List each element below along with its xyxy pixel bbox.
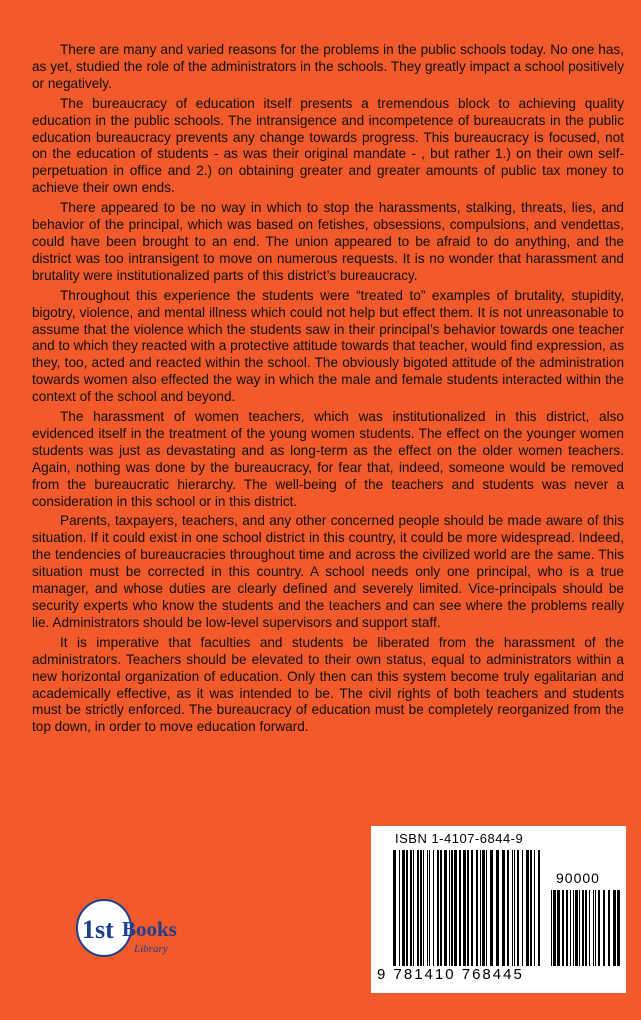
barcode-bar: [538, 850, 540, 966]
publisher-logo-icon: [76, 894, 186, 964]
barcode-bar: [467, 850, 469, 966]
barcode-bar: [444, 850, 447, 966]
barcode-bar: [557, 890, 560, 966]
barcode-bar: [585, 890, 587, 966]
barcode-bar: [451, 850, 453, 966]
barcode-bar: [595, 890, 596, 966]
barcode-bar: [566, 890, 568, 966]
barcode-bar: [598, 890, 600, 966]
barcode-bar: [517, 850, 519, 966]
barcode-bar: [514, 850, 515, 966]
barcode-bar: [423, 850, 424, 966]
barcode-bar: [399, 850, 400, 966]
barcode-bar: [512, 850, 513, 966]
barcode-bar: [593, 890, 594, 966]
publisher-logo: [76, 894, 186, 964]
barcode-bar: [486, 850, 487, 966]
barcode-bar: [570, 890, 571, 966]
barcode-bar: [582, 890, 584, 966]
barcode-bar: [530, 850, 532, 966]
paragraph-6: Parents, taxpayers, teachers, and any other concerned people should be made aware of this situation. If it could exist in one school district in this country, it could be more widespread. Indeed, the tendencies of bureaucracies throughout time and across the civilized world are the same. This situation must be corrected in this country. A school needs only one principal, who is a true manager, and whose duties are clearly defined and severely limited. Vice-principals should be security experts who know the students and the teachers and can see where the problems really lie. Administrators should be low-level supervisors and support staff.: [32, 513, 624, 630]
logo-text-library: Library: [134, 943, 168, 955]
barcode-bar: [589, 890, 590, 966]
barcode-bar: [534, 850, 535, 966]
barcode-bar: [496, 850, 499, 966]
paragraph-1: There are many and varied reasons for the problems in the public schools today. No one has, as yet, studied the role of the administrators in the schools. They greatly impact a school positively or negatively.: [32, 42, 624, 91]
barcode-bar: [575, 890, 578, 966]
barcode-bar: [613, 890, 616, 966]
barcode-bar: [459, 850, 461, 966]
isbn-label: ISBN 1-4107-6844-9: [395, 831, 524, 846]
barcode-bar: [526, 850, 529, 966]
barcode-bar: [440, 850, 442, 966]
barcode-bar: [406, 850, 408, 966]
price-code: 90000: [556, 870, 600, 886]
barcode-bar: [480, 850, 481, 966]
back-cover-text: [32, 42, 624, 739]
paragraph-2: The bureaucracy of education itself presents a tremendous block to achieving quality education in the public schools. The intransigence and incompetence of bureaucrats in the public education bureaucracy prevents any change towards progress. This bureaucracy is focused, not on the education of students - as was their original mandate - , but rather 1.) on their own self-perpetuation in office and 2.) on obtaining greater and greater amounts of public tax money to achieve their own ends.: [32, 95, 624, 196]
paragraph-5: The harassment of women teachers, which was institutionalized in this district, also evidenced itself in the treatment of the young women students. The effect on the younger women students was just as devastating and as long-term as the effect on the older women teachers. Again, nothing was done by the bureaucracy, for fear that, indeed, someone would be removed from the bureaucratic hierarchy. The well-being of the teachers and students was never a consideration in this school or in this district.: [32, 409, 624, 509]
barcode-bar: [617, 890, 620, 966]
barcode-bar: [402, 850, 405, 966]
barcode-bar: [420, 850, 422, 966]
ean-digits: 9 781410 768445: [377, 966, 524, 983]
barcode-bar: [490, 850, 493, 966]
barcode-bar: [579, 890, 580, 966]
barcode-bar: [437, 850, 439, 966]
barcode-bar: [608, 890, 610, 966]
barcode-bar: [417, 850, 419, 966]
barcode-bar: [476, 850, 478, 966]
barcode-bar: [449, 850, 450, 966]
logo-text-1st: 1st: [82, 915, 114, 944]
barcode-bar: [562, 890, 564, 966]
barcode-bar: [553, 890, 556, 966]
barcode-bar: [551, 890, 552, 966]
barcode-bar: [433, 850, 434, 966]
barcode-bar: [454, 850, 457, 966]
barcode-bar: [502, 850, 505, 966]
barcode-bar: [482, 850, 485, 966]
barcode-bar: [393, 850, 396, 966]
barcode-bar: [573, 890, 574, 966]
barcode-bar: [463, 850, 466, 966]
paragraph-4: Throughout this experience the students were “treated to” examples of brutality, stupidity, bigotry, violence, and mental illness which could not help but effect them. It is not unreasonable to assume that the violence which the students saw in their principal’s behavior towards one teacher and to which they reacted with a protective attitude towards that teacher, would find expression, as they, too, acted and reacted within the school. The obviously bigoted attitude of the administration towards women also effected the way in which the male and female students interacted within the context of the school and beyond.: [32, 287, 624, 405]
barcode-box: [371, 826, 626, 993]
barcode-bar: [413, 850, 414, 966]
paragraph-7: It is imperative that faculties and students be liberated from the harassment of the administrators. Teachers should be elevated to their own status, equal to administrators within a new horizontal organization of education. Only then can this system become truly egalitarian and academically effective, as it was intended to be. The civil rights of both teachers and students must be strictly enforced. The bureaucracy of education must be completely reorganized from the top down, in order to move education forward.: [32, 634, 624, 735]
barcode-bar: [522, 850, 523, 966]
paragraph-3: There appeared to be no way in which to stop the harassments, stalking, threats, lies, and behavior of the principal, which was based on fetishes, obsessions, compulsions, and vendettas, could have been brought to an end. The union appeared to be afraid to do anything, and the district was too intransigent to move on numerous requests. It is no wonder that harassment and brutality were institutionalized parts of this district’s bureaucracy.: [32, 200, 624, 283]
logo-text-books: Books: [122, 917, 177, 941]
barcode-bar: [603, 890, 605, 966]
barcode-bar: [471, 850, 473, 966]
barcode-bar: [429, 850, 430, 966]
barcode-bar: [410, 850, 412, 966]
barcode-bar: [507, 850, 509, 966]
barcode-bar: [427, 850, 428, 966]
